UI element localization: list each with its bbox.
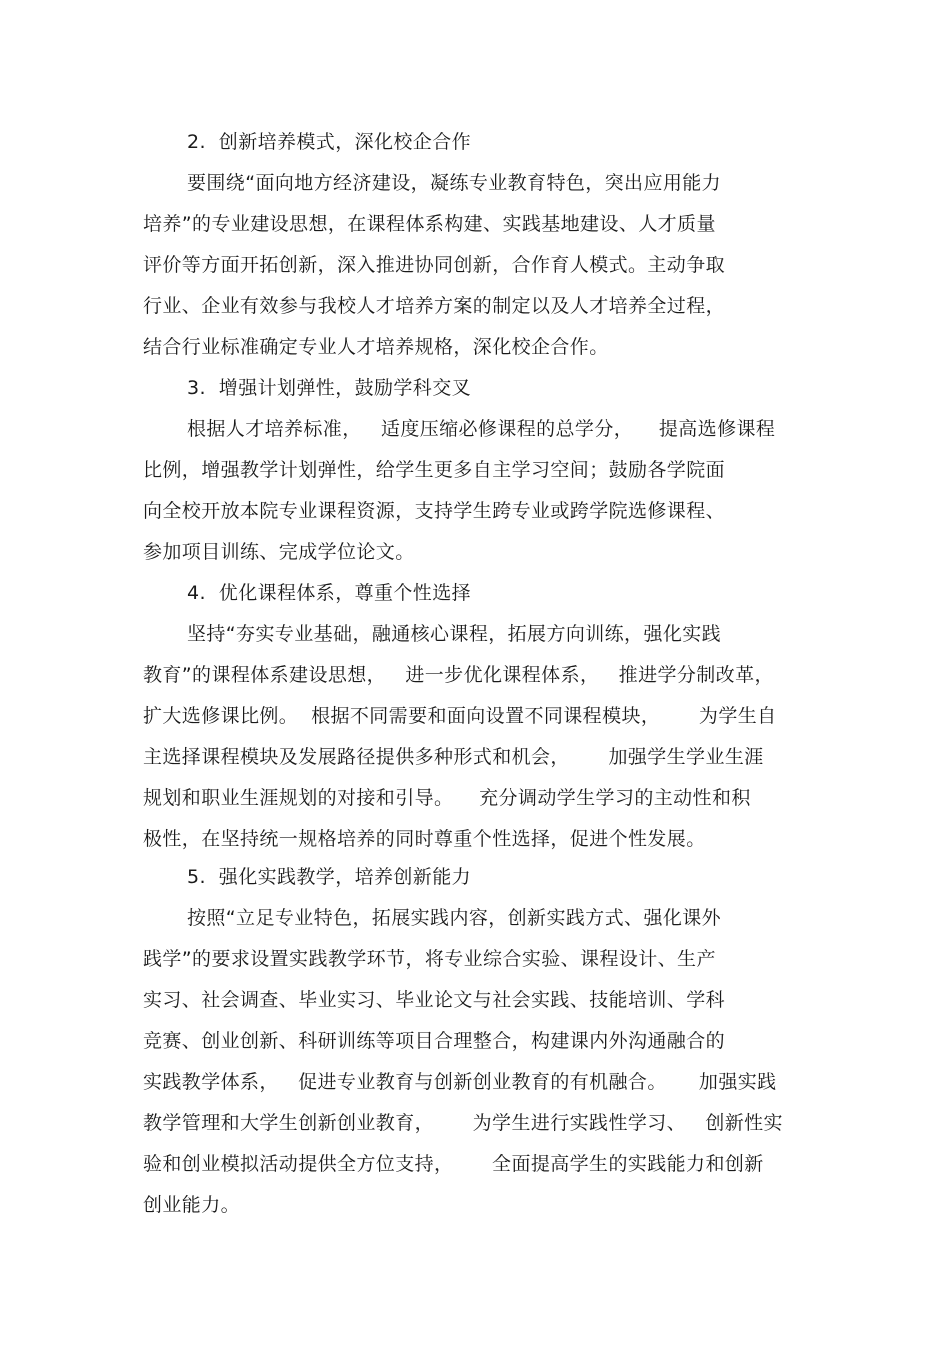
paragraph-line: 根据人才培养标准， 适度压缩必修课程的总学分， 提高选修课程 <box>187 418 776 440</box>
section-heading-4: 4. 优化课程体系，尊重个性选择 <box>187 582 472 604</box>
paragraph-line: 培养”的专业建设思想，在课程体系构建、实践基地建设、人才质量 <box>143 213 716 235</box>
section-heading-2: 2. 创新培养模式，深化校企合作 <box>187 131 472 153</box>
paragraph-line: 实践教学体系， 促进专业教育与创新创业教育的有机融合。 加强实践 <box>143 1071 777 1093</box>
paragraph-line: 实习、社会调查、毕业实习、毕业论文与社会实践、技能培训、学科 <box>143 989 726 1011</box>
paragraph-line: 扩大选修课比例。 根据不同需要和面向设置不同课程模块， 为学生自 <box>143 705 777 727</box>
paragraph-line: 主选择课程模块及发展路径提供多种形式和机会， 加强学生学业生涯 <box>143 746 764 768</box>
paragraph-line: 规划和职业生涯规划的对接和引导。 充分调动学生学习的主动性和积 <box>143 787 751 809</box>
paragraph-line: 要围绕“面向地方经济建设，凝练专业教育特色，突出应用能力 <box>187 172 722 194</box>
paragraph-line: 评价等方面开拓创新，深入推进协同创新，合作育人模式。主动争取 <box>143 254 726 276</box>
paragraph-line: 极性，在坚持统一规格培养的同时尊重个性选择，促进个性发展。 <box>143 828 706 850</box>
section-heading-3: 3. 增强计划弹性，鼓励学科交叉 <box>187 377 472 399</box>
paragraph-line: 行业、企业有效参与我校人才培养方案的制定以及人才培养全过程， <box>143 295 726 317</box>
paragraph-line: 教育”的课程体系建设思想， 进一步优化课程体系， 推进学分制改革， <box>143 664 774 686</box>
section-heading-5: 5. 强化实践教学，培养创新能力 <box>187 866 472 888</box>
paragraph-line: 向全校开放本院专业课程资源，支持学生跨专业或跨学院选修课程、 <box>143 500 726 522</box>
paragraph-line: 结合行业标准确定专业人才培养规格，深化校企合作。 <box>143 336 609 358</box>
paragraph-line: 参加项目训练、完成学位论文。 <box>143 541 415 563</box>
paragraph-line: 践学”的要求设置实践教学环节，将专业综合实验、课程设计、生产 <box>143 948 716 970</box>
paragraph-line: 按照“立足专业特色，拓展实践内容，创新实践方式、强化课外 <box>187 907 722 929</box>
paragraph-line: 竞赛、创业创新、科研训练等项目合理整合，构建课内外沟通融合的 <box>143 1030 726 1052</box>
paragraph-line: 坚持“夯实专业基础，融通核心课程，拓展方向训练，强化实践 <box>187 623 722 645</box>
paragraph-line: 教学管理和大学生创新创业教育， 为学生进行实践性学习、 创新性实 <box>143 1112 783 1134</box>
paragraph-line: 比例，增强教学计划弹性，给学生更多自主学习空间；鼓励各学院面 <box>143 459 726 481</box>
paragraph-line: 验和创业模拟活动提供全方位支持， 全面提高学生的实践能力和创新 <box>143 1153 764 1175</box>
paragraph-line: 创业能力。 <box>143 1194 241 1216</box>
